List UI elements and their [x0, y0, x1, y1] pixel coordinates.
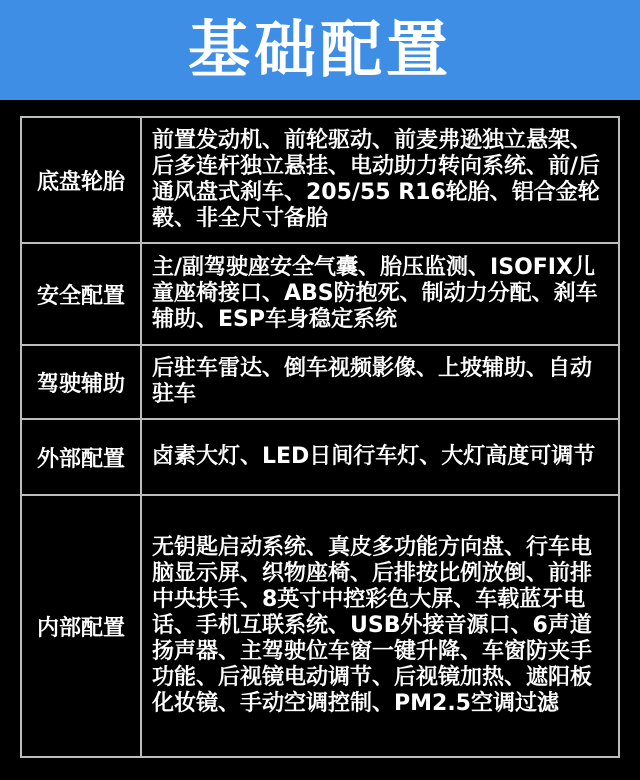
category-cell: 驾驶辅助: [21, 345, 141, 419]
table-row: [21, 117, 619, 243]
page-title: 基础配置: [187, 13, 452, 86]
table-row: [21, 243, 619, 345]
spec-table: [20, 116, 620, 758]
category-cell: 外部配置: [21, 419, 141, 495]
content-cell: 后驻车雷达、倒车视频影像、上坡辅助、自动驻车: [141, 345, 619, 419]
category-cell: 安全配置: [21, 243, 141, 345]
content-cell: 前置发动机、前轮驱动、前麦弗逊独立悬架、后多连杆独立悬挂、电动助力转向系统、前/后通风盘式刹车、205/55 R16轮胎、铝合金轮毂、非全尺寸备胎: [141, 117, 619, 243]
content-cell: 无钥匙启动系统、真皮多功能方向盘、行车电脑显示屏、织物座椅、后排按比例放倒、前排中央扶手、8英寸中控彩色大屏、车载蓝牙电话、手机互联系统、USB外接音源口、6声道扬声器、主驾驶位车窗一键升降、车窗防夹手功能、后视镜电动调节、后视镜加热、遮阳板化妆镜、手动空调控制、PM2.5空调过滤: [141, 495, 619, 757]
table-row: [21, 495, 619, 757]
table-row: [21, 419, 619, 495]
table-row: [21, 345, 619, 419]
title-banner: [0, 0, 640, 100]
content-cell: 主/副驾驶座安全气囊、胎压监测、ISOFIX儿童座椅接口、ABS防抱死、制动力分配、刹车辅助、ESP车身稳定系统: [141, 243, 619, 345]
content-cell: 卤素大灯、LED日间行车灯、大灯高度可调节: [141, 419, 619, 495]
category-cell: 底盘轮胎: [21, 117, 141, 243]
category-cell: 内部配置: [21, 495, 141, 757]
